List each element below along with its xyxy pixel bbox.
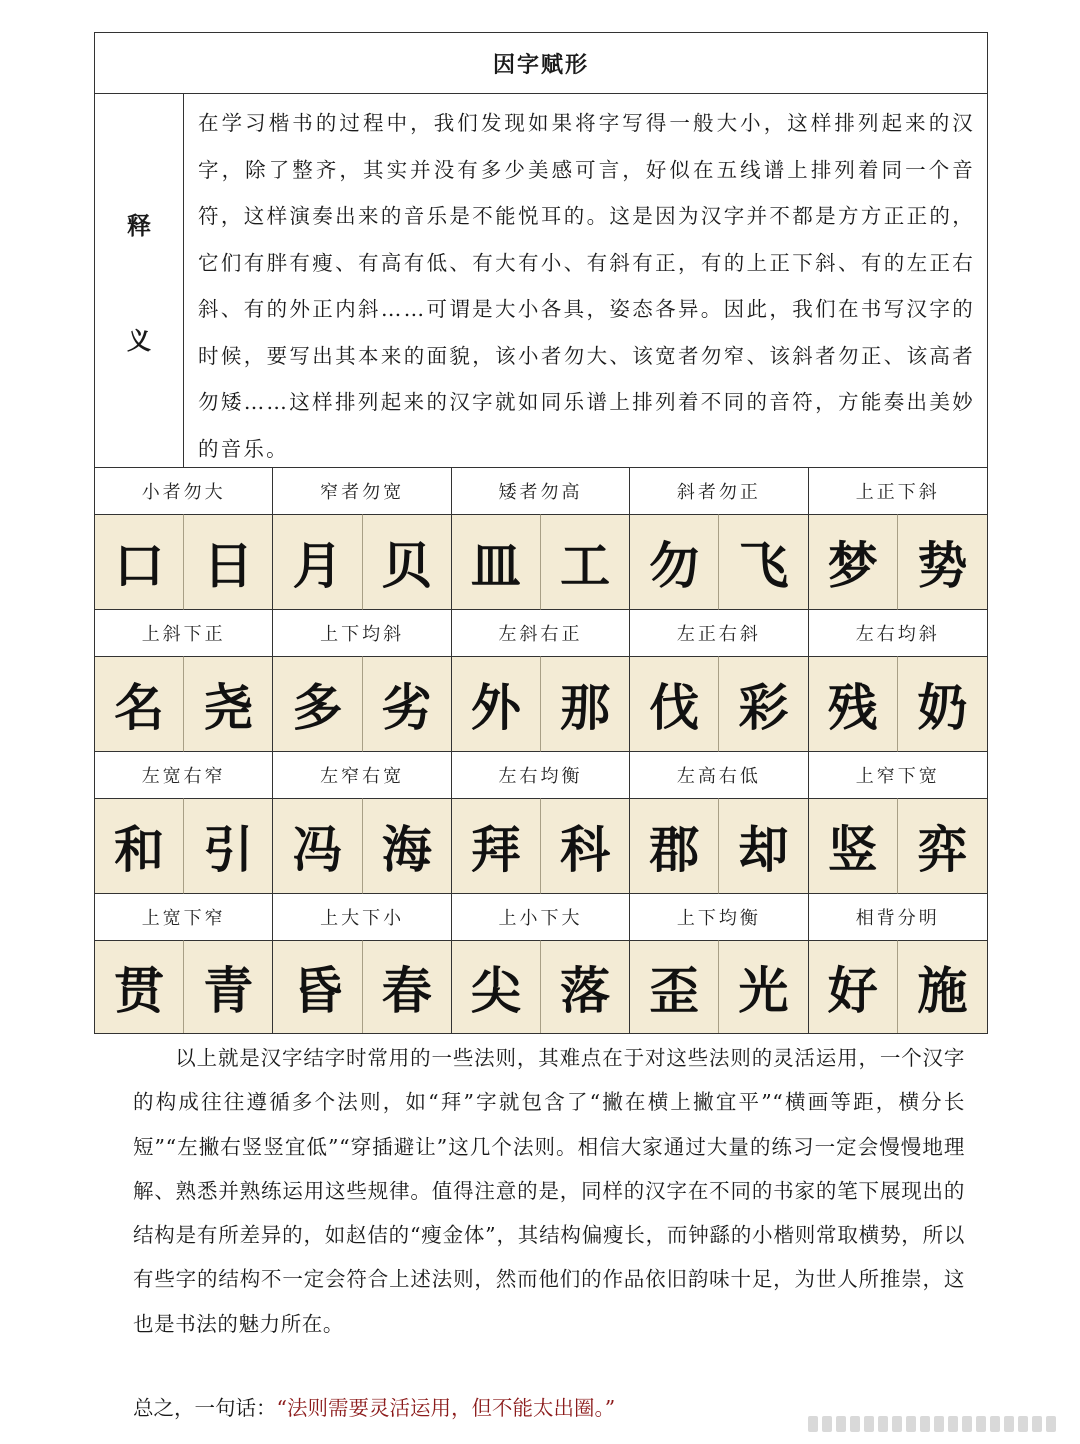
page-title: 因字赋形 xyxy=(95,33,987,94)
rule-label-row xyxy=(95,610,987,656)
example-char: 贯 xyxy=(95,940,184,1033)
example-char: 科 xyxy=(541,798,630,894)
example-char: 光 xyxy=(719,940,808,1033)
rules-grid xyxy=(95,468,987,1033)
rule-label: 上大下小 xyxy=(273,894,451,940)
definition-label-bottom: 义 xyxy=(127,326,151,355)
rule-label-row xyxy=(95,468,987,514)
closing-prefix: 总之，一句话： xyxy=(133,1396,277,1420)
example-char-row xyxy=(95,798,987,894)
definition-label-top: 释 xyxy=(127,211,151,240)
example-char: 春 xyxy=(363,940,452,1033)
example-char: 梦 xyxy=(809,514,898,610)
example-char: 和 xyxy=(95,798,184,894)
rule-label: 相背分明 xyxy=(855,908,940,929)
example-char: 尧 xyxy=(184,656,273,752)
example-char: 那 xyxy=(541,656,630,752)
example-char: 残 xyxy=(809,656,898,752)
rule-label: 上下均斜 xyxy=(273,610,451,656)
example-char: 伐 xyxy=(630,656,719,752)
rule-label: 左高右低 xyxy=(630,752,808,798)
example-char: 名 xyxy=(95,656,184,752)
rule-label: 上斜下正 xyxy=(95,610,273,656)
closing-quote: “法则需要灵活运用，但不能太出圈。” xyxy=(276,1396,616,1420)
rule-label: 左右均衡 xyxy=(452,752,630,798)
example-char: 施 xyxy=(898,940,987,1033)
example-char: 工 xyxy=(541,514,630,610)
example-char: 歪 xyxy=(630,940,719,1033)
example-char: 好 xyxy=(809,940,898,1033)
example-char-row xyxy=(95,514,987,610)
example-char: 奶 xyxy=(898,656,987,752)
example-char: 尖 xyxy=(452,940,541,1033)
example-char: 昏 xyxy=(273,940,362,1033)
watermark xyxy=(808,1416,1056,1432)
rule-label-row xyxy=(95,894,987,940)
example-char: 日 xyxy=(184,514,273,610)
rule-label: 上宽下窄 xyxy=(95,894,273,940)
rule-label: 窄者勿宽 xyxy=(273,468,451,514)
example-char: 却 xyxy=(719,798,808,894)
example-char: 弈 xyxy=(898,798,987,894)
example-char: 拜 xyxy=(452,798,541,894)
rule-label: 小者勿大 xyxy=(95,468,273,514)
rule-label: 左正右斜 xyxy=(630,610,808,656)
example-char: 外 xyxy=(452,656,541,752)
explanation-paragraph xyxy=(133,1036,965,1346)
example-char: 海 xyxy=(363,798,452,894)
rule-label: 矮者勿高 xyxy=(452,468,630,514)
example-char-row xyxy=(95,656,987,752)
example-char: 落 xyxy=(541,940,630,1033)
example-char: 彩 xyxy=(719,656,808,752)
example-char: 口 xyxy=(95,514,184,610)
example-char: 势 xyxy=(898,514,987,610)
definition-row xyxy=(95,94,987,468)
definition-label xyxy=(95,94,184,467)
example-char-row xyxy=(95,940,987,1033)
example-char: 贝 xyxy=(363,514,452,610)
rules-table xyxy=(94,32,988,1034)
rule-label: 左右均斜 xyxy=(855,624,940,645)
rule-label: 上正下斜 xyxy=(855,482,940,503)
example-char: 郡 xyxy=(630,798,719,894)
example-char: 勿 xyxy=(630,514,719,610)
definition-text: 在学习楷书的过程中，我们发现如果将字写得一般大小，这样排列起来的汉字，除了整齐，其实并没有多少美感可言，好似在五线谱上排列着同一个音符，这样演奏出来的音乐是不能悦耳的。这是因为汉字并不都是方方正正的，它们有胖有瘦、有高有低、有大有小、有斜有正，有的上正下斜、有的左正右斜、有的外正内斜……可谓是大小各具，姿态各异。因此，我们在书写汉字的时候，要写出其本来的面貌，该小者勿大、该宽者勿窄、该斜者勿正、该高者勿矮……这样排列起来的汉字就如同乐谱上排列着不同的音符，方能奏出美妙的音乐。 xyxy=(198,111,975,461)
rule-label: 斜者勿正 xyxy=(630,468,808,514)
rule-label: 上窄下宽 xyxy=(855,766,940,787)
rule-label: 左窄右宽 xyxy=(273,752,451,798)
rule-label: 上小下大 xyxy=(452,894,630,940)
rule-label-row xyxy=(95,752,987,798)
closing-line xyxy=(133,1391,615,1421)
example-char: 竖 xyxy=(809,798,898,894)
explanation-text: 以上就是汉字结字时常用的一些法则，其难点在于对这些法则的灵活运用，一个汉字的构成往往遵循多个法则，如“拜”字就包含了“撇在横上撇宜平”“横画等距，横分长短”“左撇右竖竖宜低”“穿插避让”这几个法则。相信大家通过大量的练习一定会慢慢地理解、熟悉并熟练运用这些规律。值得注意的是，同样的汉字在不同的书家的笔下展现出的结构是有所差异的，如赵佶的“瘦金体”，其结构偏瘦长，而钟繇的小楷则常取横势，所以有些字的结构不一定会符合上述法则，然而他们的作品依旧韵味十足，为世人所推崇，这也是书法的魅力所在。 xyxy=(133,1046,965,1336)
example-char: 多 xyxy=(273,656,362,752)
rule-label: 左斜右正 xyxy=(452,610,630,656)
example-char: 冯 xyxy=(273,798,362,894)
example-char: 皿 xyxy=(452,514,541,610)
rule-label: 上下均衡 xyxy=(630,894,808,940)
example-char: 劣 xyxy=(363,656,452,752)
example-char: 引 xyxy=(184,798,273,894)
example-char: 飞 xyxy=(719,514,808,610)
example-char: 青 xyxy=(184,940,273,1033)
rule-label: 左宽右窄 xyxy=(95,752,273,798)
example-char: 月 xyxy=(273,514,362,610)
